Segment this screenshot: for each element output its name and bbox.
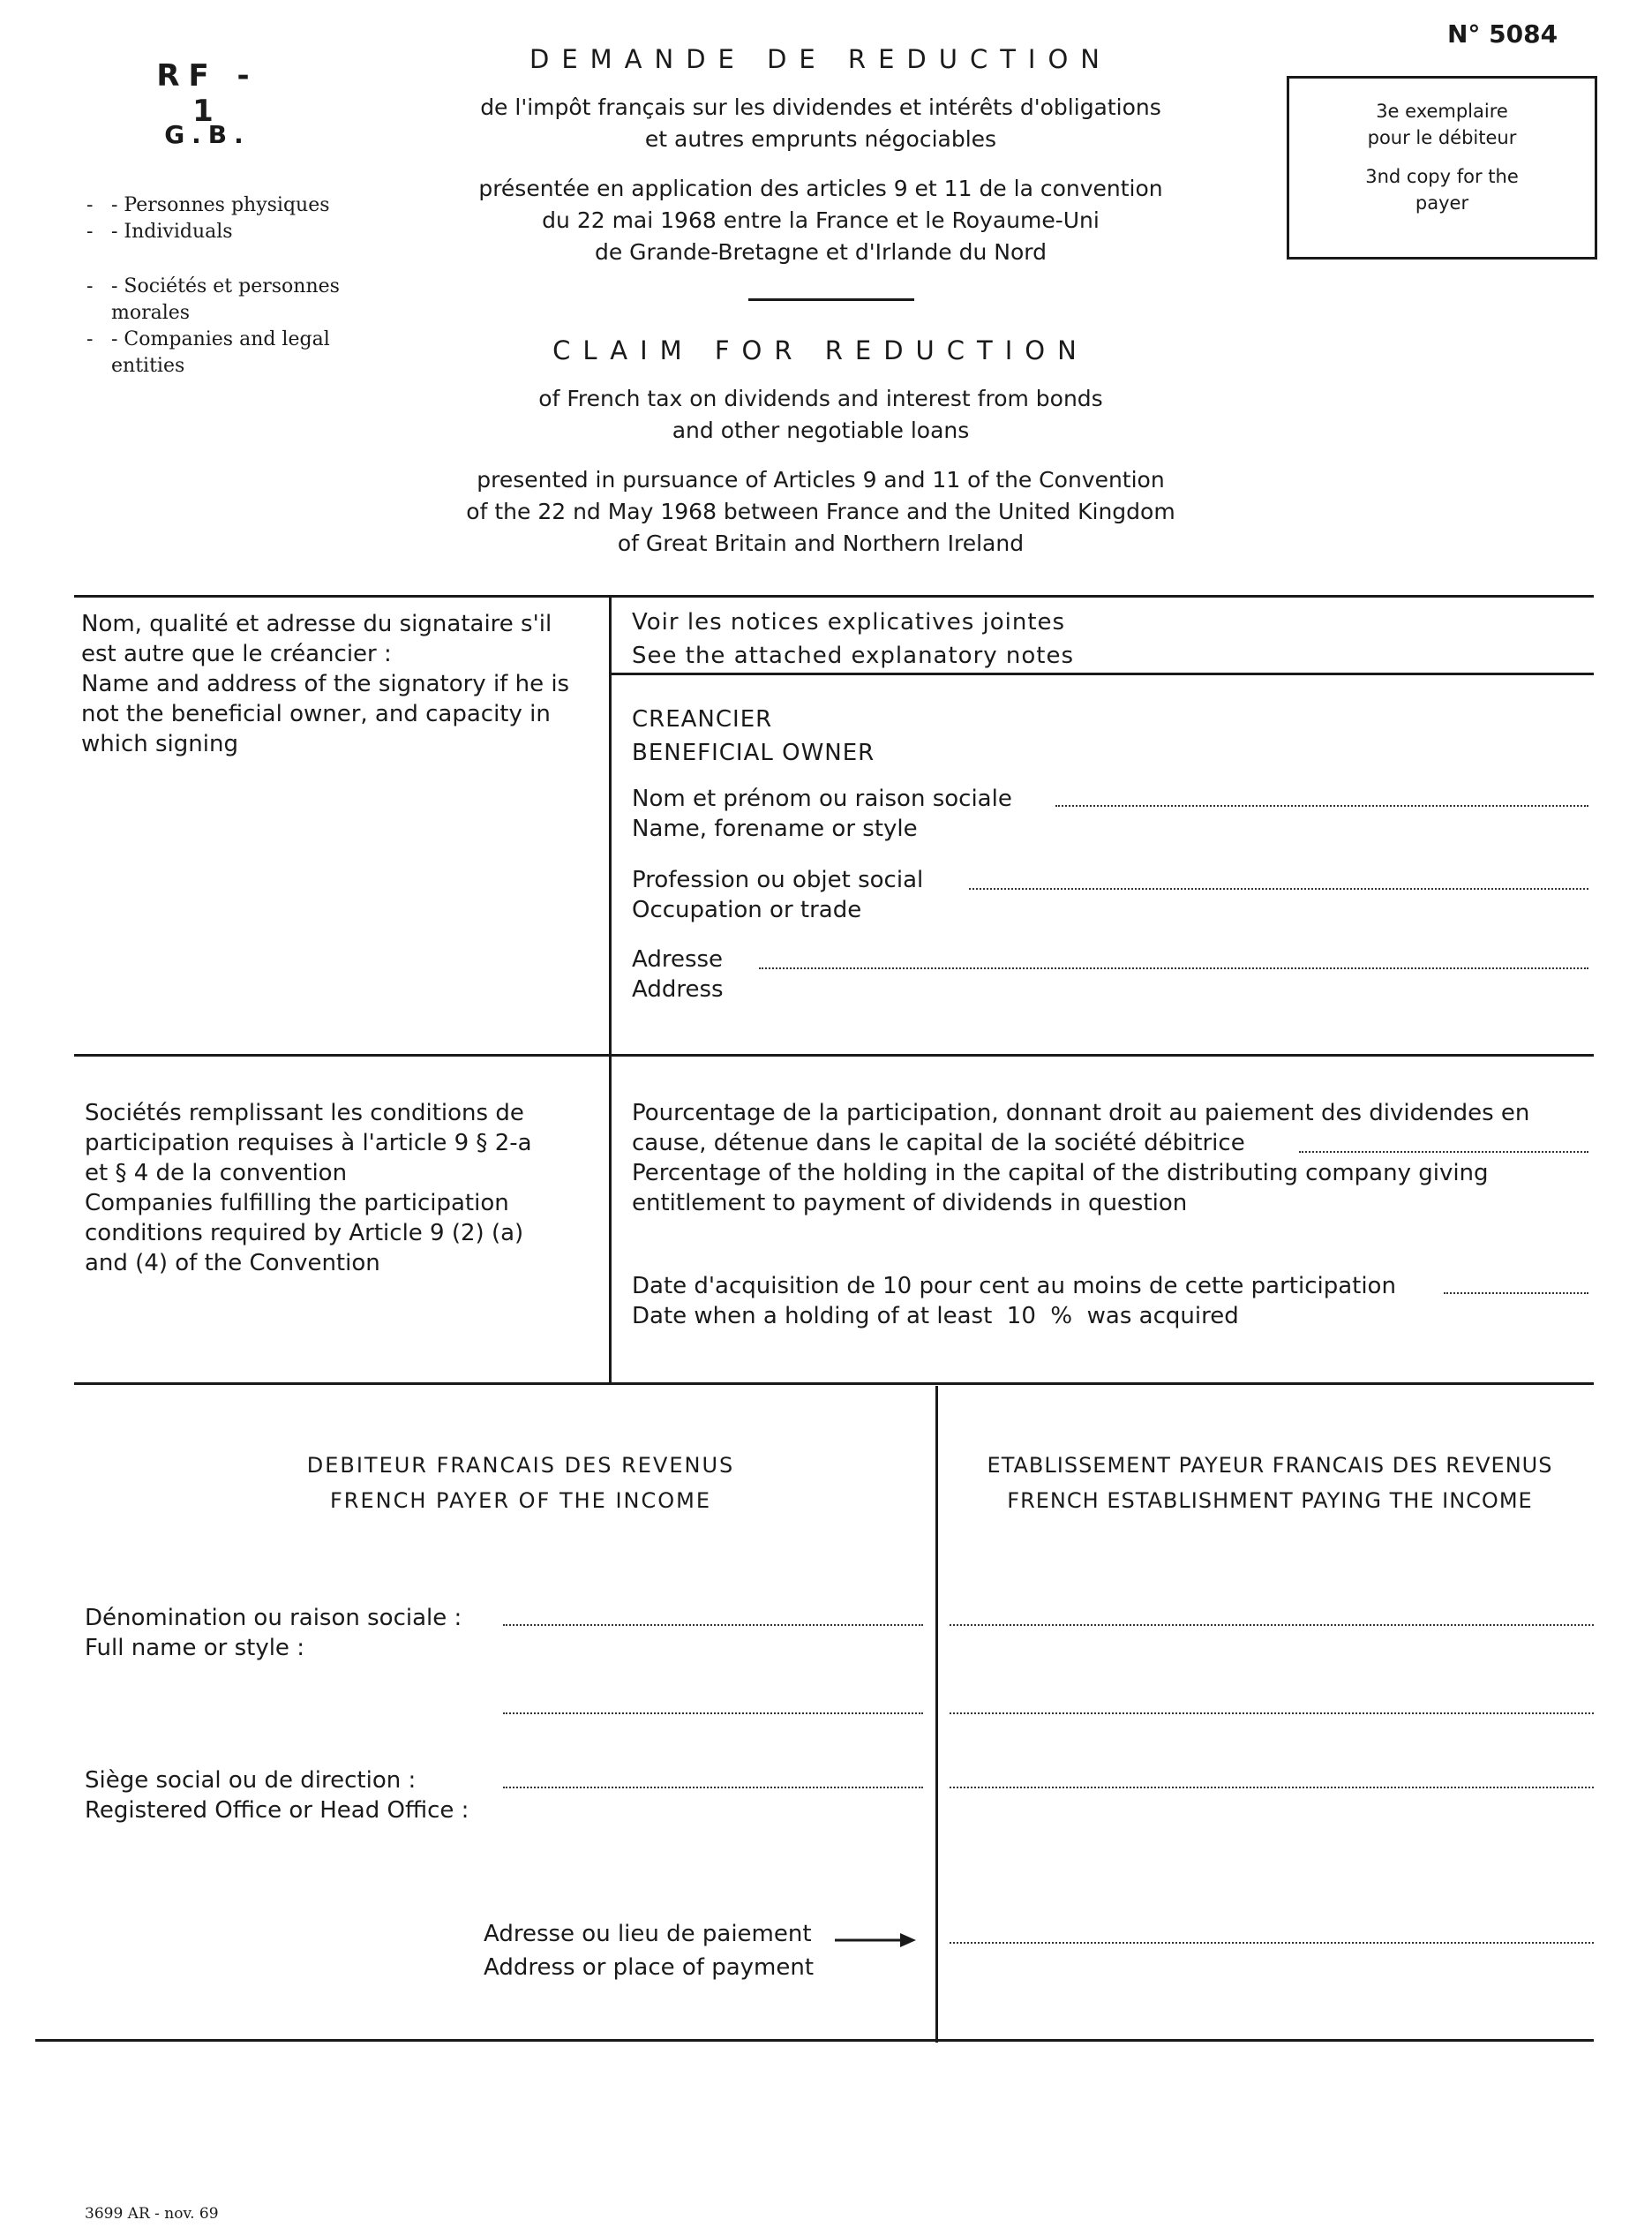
label-line: Nom et prénom ou raison sociale (632, 786, 1012, 812)
heading-line: FRENCH ESTABLISHMENT PAYING THE INCOME (1007, 1488, 1533, 1513)
notes-line: See the attached explanatory notes (632, 643, 1075, 669)
french-subtitle-line: et autres emprunts négociables (644, 126, 997, 152)
rule-notes (609, 673, 1594, 675)
copy-box-line: payer (1415, 192, 1469, 214)
english-title: CLAIM FOR REDUCTION (552, 335, 1089, 365)
label-line: Registered Office or Head Office : (85, 1797, 469, 1824)
english-reference-line: presented in pursuance of Articles 9 and 11 of the Convention (477, 467, 1165, 493)
payer-name-field[interactable] (503, 1624, 923, 1626)
name-field[interactable] (1055, 805, 1588, 807)
english-subtitle-line: and other negotiable loans (672, 418, 970, 443)
percentage-label (632, 1098, 1585, 1218)
french-subtitle-line: de l'impôt français sur les dividendes et intérêts d'obligations (480, 94, 1161, 120)
signatory-label (81, 609, 593, 759)
heading-line: DEBITEUR FRANCAIS DES REVENUS (306, 1453, 735, 1478)
heading-line: ETABLISSEMENT PAYEUR FRANCAIS DES REVENUS (987, 1453, 1553, 1478)
label-line: Full name or style : (85, 1635, 304, 1661)
rule-top (74, 595, 1594, 598)
label-line: Adresse (632, 946, 724, 973)
percentage-field[interactable] (1299, 1151, 1588, 1153)
label-line: cause, détenue dans le capital de la société débitrice (632, 1130, 1245, 1156)
acquisition-date-field[interactable] (1444, 1292, 1588, 1294)
copy-box-line: pour le débiteur (1367, 127, 1517, 148)
category-item: - - Sociétés et personnes morales (81, 274, 364, 327)
label-line: participation requises à l'article 9 § 2-a (85, 1130, 532, 1156)
payer-name-label (85, 1603, 508, 1663)
label-line: Occupation or trade (632, 897, 862, 923)
french-reference-line: de Grande-Bretagne et d'Irlande du Nord (594, 239, 1047, 265)
form-code: RF - 1 (156, 58, 259, 129)
label-line: et § 4 de la convention (85, 1160, 348, 1186)
label-line: Dénomination ou raison sociale : (85, 1605, 462, 1631)
address-field[interactable] (759, 967, 1588, 969)
label-line: entitlement to payment of dividends in question (632, 1190, 1188, 1216)
address-label (632, 944, 808, 1005)
english-reference-line: of Great Britain and Northern Ireland (617, 531, 1025, 556)
label-line: Companies fulfilling the participation (85, 1190, 509, 1216)
form-number: N° 5084 (1447, 19, 1558, 49)
french-title: DEMANDE DE REDUCTION (529, 44, 1113, 74)
payer-office-field[interactable] (503, 1787, 923, 1788)
label-line: Address (632, 976, 724, 1003)
occupation-label (632, 865, 1055, 925)
heading-line: CREANCIER (632, 706, 773, 733)
category-item: - - Personnes physiques (81, 192, 364, 219)
notes-line: Voir les notices explicatives jointes (632, 609, 1066, 636)
label-line: Adresse ou lieu de paiement (484, 1921, 812, 1947)
label-line: Address or place of payment (484, 1954, 815, 1981)
copy-box (1287, 76, 1597, 260)
establishment-name-field-2[interactable] (950, 1712, 1594, 1714)
category-companies (81, 274, 364, 380)
signatory-label-line: not the beneficial owner, and capacity in (81, 701, 551, 727)
french-section (371, 44, 1271, 268)
label-line: Date d'acquisition de 10 pour cent au moins de cette participation (632, 1273, 1396, 1299)
explanatory-notes (632, 606, 1585, 673)
title-divider (748, 298, 914, 301)
rule-middle (74, 1054, 1594, 1057)
category-item: - - Companies and legal entities (81, 327, 364, 380)
english-section (371, 335, 1271, 560)
label-line: Siège social ou de direction : (85, 1767, 417, 1794)
label-line: Name, forename or style (632, 816, 918, 842)
name-label (632, 784, 1055, 844)
establishment-office-field[interactable] (950, 1787, 1594, 1788)
payer-office-label (85, 1765, 526, 1825)
acquisition-date-label (632, 1271, 1444, 1331)
beneficial-owner-heading (632, 703, 1161, 770)
occupation-field[interactable] (969, 888, 1588, 890)
label-line: and (4) of the Convention (85, 1250, 380, 1276)
payer-name-field-2[interactable] (503, 1712, 923, 1714)
rule-lower (74, 1382, 1594, 1385)
signatory-label-line: Name and address of the signatory if he is (81, 671, 570, 697)
country-code: G.B. (164, 120, 251, 149)
signatory-label-line: est autre que le créancier : (81, 641, 392, 667)
rule-bottom (35, 2039, 1594, 2042)
companies-label (85, 1098, 597, 1278)
label-line: Date when a holding of at least 10 % was acquired (632, 1303, 1239, 1329)
label-line: Percentage of the holding in the capital of the distributing company giving (632, 1160, 1489, 1186)
french-reference-line: présentée en application des articles 9 et 11 de la convention (478, 176, 1163, 201)
arrow-right-icon (833, 1930, 918, 1951)
label-line: Pourcentage de la participation, donnant droit au paiement des dividendes en (632, 1100, 1530, 1126)
copy-box-line: 3e exemplaire (1376, 101, 1508, 122)
rule-column-divider (609, 595, 612, 1384)
payment-address-label (484, 1917, 837, 1984)
label-line: Sociétés remplissant les conditions de (85, 1100, 524, 1126)
rule-payer-divider (935, 1386, 938, 2043)
category-individuals (81, 192, 364, 245)
label-line: Profession ou objet social (632, 867, 924, 893)
heading-line: FRENCH PAYER OF THE INCOME (329, 1488, 712, 1513)
english-subtitle-line: of French tax on dividends and interest from bonds (538, 386, 1103, 411)
signatory-label-line: Nom, qualité et adresse du signataire s'il (81, 611, 552, 637)
english-reference-line: of the 22 nd May 1968 between France and the United Kingdom (466, 499, 1175, 524)
form-footer-code: 3699 AR - nov. 69 (85, 2205, 219, 2223)
establishment-heading (946, 1448, 1594, 1518)
heading-line: BENEFICIAL OWNER (632, 740, 875, 766)
french-reference-line: du 22 mai 1968 entre la France et le Royaume-Uni (542, 207, 1100, 233)
establishment-name-field[interactable] (950, 1624, 1594, 1626)
establishment-payment-field[interactable] (950, 1942, 1594, 1944)
category-item: - - Individuals (81, 219, 364, 245)
payer-heading (159, 1448, 882, 1518)
signatory-label-line: which signing (81, 731, 238, 757)
label-line: conditions required by Article 9 (2) (a) (85, 1220, 524, 1246)
copy-box-line: 3nd copy for the (1365, 166, 1519, 187)
